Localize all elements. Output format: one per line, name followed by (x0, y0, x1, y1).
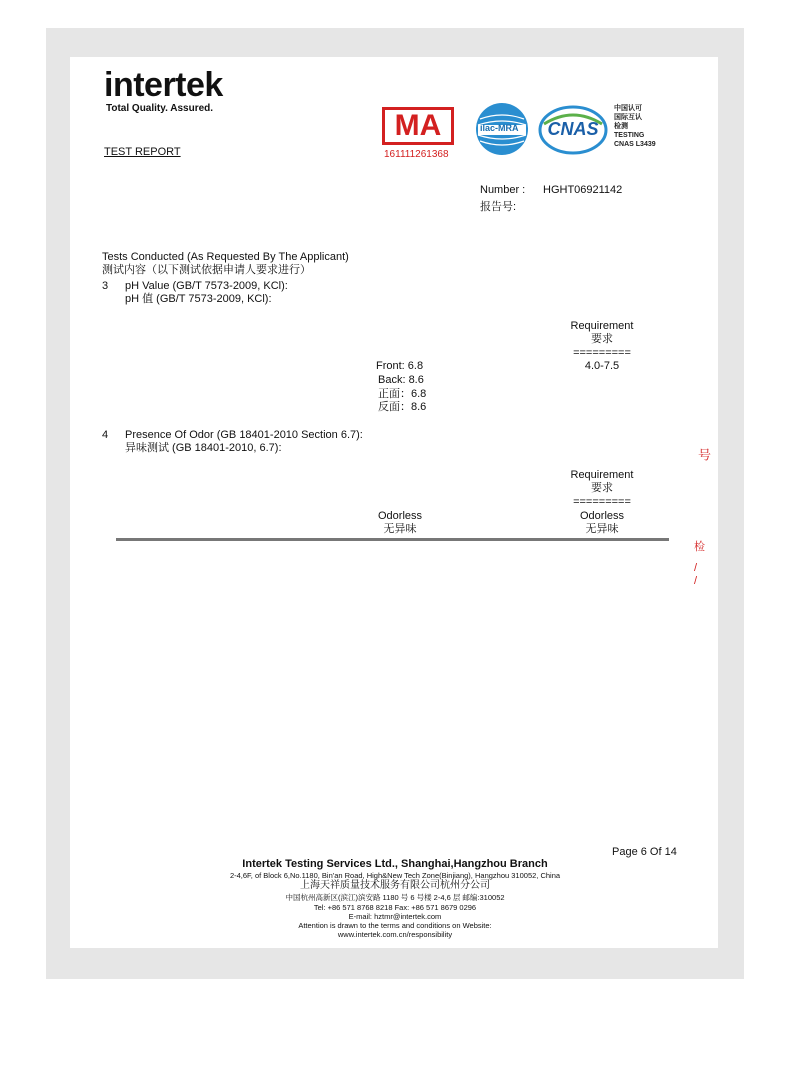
stamp-fragment: 检 (694, 541, 705, 553)
cma-number: 161111261368 (384, 149, 449, 160)
logo-tagline: Total Quality. Assured. (106, 103, 214, 114)
footer-address-en: 2-4,6F, of Block 6,No.1180, Bin'an Road, High&New Tech Zone(Binjiang), Hangzhou 310052, China (229, 871, 561, 880)
report-number-label-cn: 报告号: (480, 201, 517, 213)
test-title-cn: pH 值 (GB/T 7573-2009, KCl): (125, 293, 272, 305)
cnas-logo-text: CNAS (547, 119, 599, 139)
cnas-accreditation-text (614, 104, 656, 149)
footer-email: E-mail: hztmr@intertek.com (348, 912, 442, 921)
odor-result: Odorless (377, 510, 423, 522)
footer-address-cn: 中国杭州高新区(滨江)滨安路 1180 号 6 号楼 2-4,6 层 邮编:310052 (285, 893, 505, 902)
requirement-value: 4.0-7.5 (584, 360, 620, 372)
requirement-value: Odorless (579, 510, 625, 522)
requirement-label-cn: 要求 (591, 333, 613, 345)
result-front: Front: 6.8 (376, 360, 424, 372)
logo-text: intertek (104, 66, 223, 104)
cnas-logo (538, 104, 608, 156)
cnas-line: TESTING (614, 132, 645, 139)
footer-attention: Attention is drawn to the terms and conditions on Website: (298, 921, 492, 930)
page-number: Page 6 Of 14 (612, 846, 677, 858)
requirement-separator: ========= (573, 347, 631, 359)
report-number-value: HGHT06921142 (543, 184, 623, 196)
ilac-mra-logo (472, 101, 532, 157)
test-number: 4 (102, 429, 109, 441)
tests-heading: Tests Conducted (As Requested By The Applicant) (102, 251, 349, 263)
stamp-fragment: 号 (696, 448, 711, 461)
cma-mark (380, 104, 460, 164)
ilac-text: ilac-MRA (480, 123, 519, 133)
stamp-fragment: / (694, 562, 698, 574)
test-title: pH Value (GB/T 7573-2009, KCl): (125, 280, 288, 292)
report-title: TEST REPORT (104, 146, 181, 158)
cma-logo-text: MA (382, 107, 454, 145)
test-title-cn: 异味测试 (GB 18401-2010, 6.7): (125, 442, 282, 454)
requirement-value-cn: 无异味 (585, 523, 619, 535)
cnas-line: CNAS L3439 (614, 141, 656, 148)
requirement-label: Requirement (570, 469, 634, 481)
result-front-cn: 正面：6.8 (378, 388, 427, 400)
footer-company: Intertek Testing Services Ltd., Shanghai,Hangzhou Branch (242, 858, 548, 870)
requirement-label: Requirement (570, 320, 634, 332)
report-number-label: Number : (480, 184, 526, 196)
footer-website[interactable]: www.intertek.com.cn/responsibility (337, 930, 453, 939)
cnas-line: 检测 (614, 123, 628, 130)
requirement-label-cn: 要求 (591, 482, 613, 494)
intertek-logo (104, 66, 223, 105)
odor-result-cn: 无异味 (383, 523, 417, 535)
tests-heading-cn: 测试内容（以下测试依据申请人要求进行） (102, 264, 311, 276)
footer-company-cn: 上海天祥质量技术服务有限公司杭州分公司 (300, 880, 490, 891)
section-divider (116, 538, 669, 541)
cnas-line: 中国认可 (614, 105, 642, 112)
stamp-fragment: / (694, 575, 698, 587)
requirement-separator: ========= (573, 496, 631, 508)
test-title: Presence Of Odor (GB 18401-2010 Section 6.7): (125, 429, 363, 441)
result-back-cn: 反面：8.6 (378, 401, 427, 413)
footer-tel-fax: Tel: +86 571 8768 8218 Fax: +86 571 8679 0296 (313, 903, 477, 912)
result-back: Back: 8.6 (378, 374, 424, 386)
cnas-line: 国际互认 (614, 114, 642, 121)
test-number: 3 (102, 280, 109, 292)
